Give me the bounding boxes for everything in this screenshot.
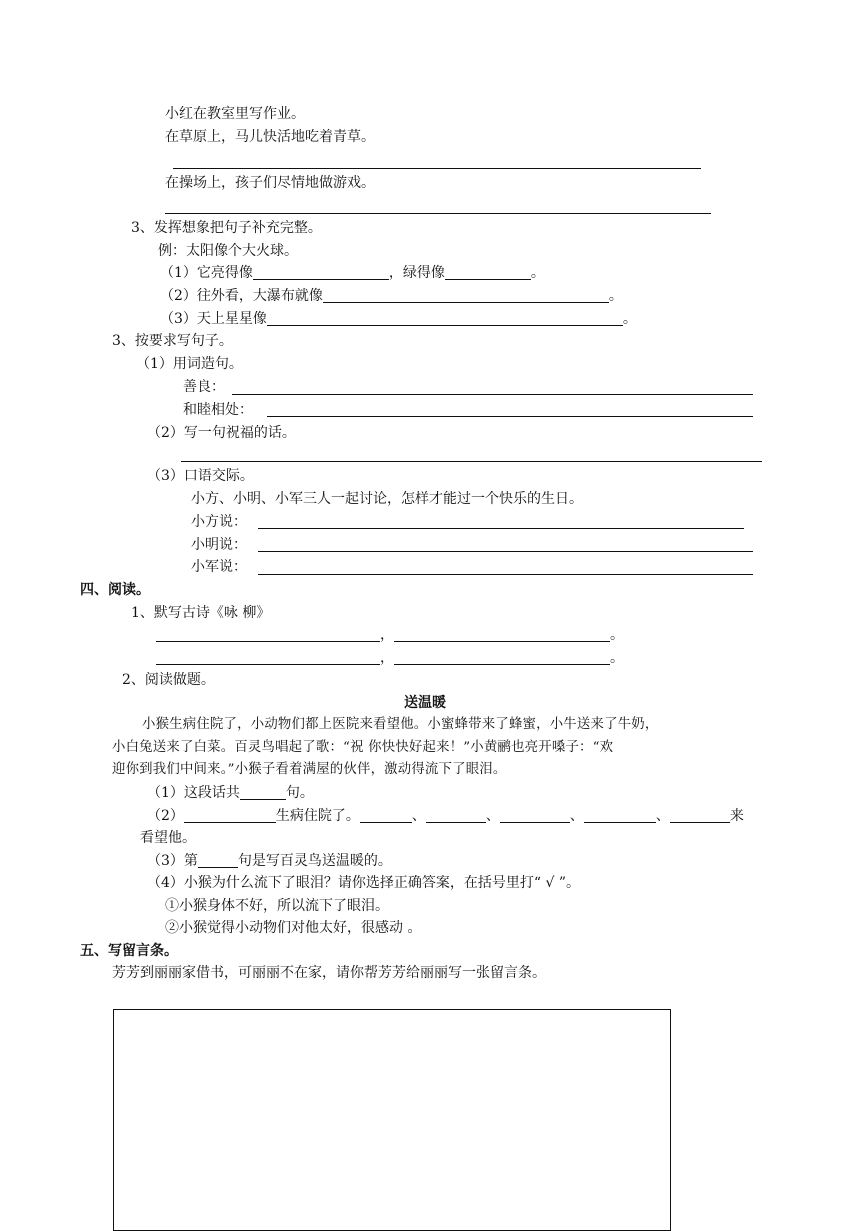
note-writing-box[interactable] <box>113 1009 671 1231</box>
question-text: 生病住院了。 <box>275 808 360 824</box>
passage-line: 小猴生病住院了，小动物们都上医院来看望他。小蜜蜂带来了蜂蜜，小牛送来了牛奶， <box>142 717 659 732</box>
blank[interactable] <box>156 650 380 665</box>
sub-question: （2）写一句祝福的话。 <box>147 425 296 441</box>
discussion-prompt: 小方、小明、小军三人一起讨论，怎样才能过一个快乐的生日。 <box>191 491 583 507</box>
question-text: 句。 <box>285 785 314 801</box>
question-text: （2） <box>147 808 184 824</box>
punctuation: 、 <box>655 808 670 824</box>
sentence-example: 小红在教室里写作业。 <box>165 106 305 122</box>
sub-question: （3）口语交际。 <box>147 468 254 484</box>
reading-question-4: （4）小猴为什么流下了眼泪？请你选择正确答案，在括号里打“ √ ”。 <box>147 875 581 891</box>
question-text: （3）第 <box>147 853 198 869</box>
reading-question-2 <box>147 806 744 826</box>
choice-option-1[interactable]: ①小猴身体不好，所以流下了眼泪。 <box>165 898 389 914</box>
question-text: 来 <box>729 808 744 824</box>
sentence-prompt-1: 在草原上，马儿快活地吃着青草。 <box>165 129 375 145</box>
word-label: 和睦相处： <box>183 402 253 418</box>
reading-question-2-cont: 看望他。 <box>140 830 196 846</box>
poem-line-2 <box>156 648 624 668</box>
fill-question-1 <box>160 263 545 283</box>
question-text: ，绿得像 <box>388 265 445 281</box>
answer-line[interactable] <box>267 416 753 417</box>
sub-question: （1）用词造句。 <box>136 356 243 372</box>
answer-line[interactable] <box>232 394 753 395</box>
blank[interactable] <box>360 808 412 823</box>
question-heading: 2、阅读做题。 <box>122 672 215 688</box>
question-heading: 1、默写古诗《咏 柳》 <box>131 605 271 621</box>
answer-line[interactable] <box>165 213 711 214</box>
poem-line-1 <box>156 625 624 645</box>
blank[interactable] <box>267 311 623 326</box>
speaker-label: 小方说： <box>191 514 247 530</box>
answer-line[interactable] <box>173 168 701 169</box>
word-label: 善良： <box>183 379 225 395</box>
speaker-label: 小军说： <box>191 559 247 575</box>
example-text: 例：太阳像个大火球。 <box>158 243 298 259</box>
passage-line: 小白兔送来了白菜。百灵鸟唱起了歌：“祝 你快快好起来！”小黄鹂也亮开嗓子：“欢 <box>112 740 614 755</box>
speaker-label: 小明说： <box>191 537 247 553</box>
question-heading: 3、发挥想象把句子补充完整。 <box>131 220 322 236</box>
punctuation: 、 <box>411 808 426 824</box>
section-title: 四、阅读。 <box>80 582 150 598</box>
punctuation: ， <box>380 627 394 643</box>
question-text: 。 <box>530 265 545 281</box>
punctuation: 。 <box>610 650 624 666</box>
reading-question-3 <box>147 851 392 871</box>
question-heading: 3、按要求写句子。 <box>112 333 233 349</box>
answer-line[interactable] <box>258 551 753 552</box>
fill-question-3 <box>160 309 637 329</box>
punctuation: ， <box>380 650 394 666</box>
blank[interactable] <box>240 785 286 800</box>
question-text: 。 <box>622 311 637 327</box>
reading-question-1 <box>147 783 314 803</box>
blank[interactable] <box>394 650 610 665</box>
choice-option-2[interactable]: ②小猴觉得小动物们对他太好，很感动 。 <box>165 920 422 936</box>
question-text: （3）天上星星像 <box>160 311 267 327</box>
punctuation: 、 <box>569 808 584 824</box>
answer-line[interactable] <box>258 528 744 529</box>
blank[interactable] <box>426 808 486 823</box>
passage-line: 迎你到我们中间来。”小猴子看着满屋的伙伴，激动得流下了眼泪。 <box>112 762 507 777</box>
blank[interactable] <box>253 265 389 280</box>
section-title: 五、写留言条。 <box>80 943 178 959</box>
question-text: 。 <box>608 288 623 304</box>
blank[interactable] <box>670 808 730 823</box>
blank[interactable] <box>198 853 238 868</box>
blank[interactable] <box>584 808 656 823</box>
blank[interactable] <box>323 288 609 303</box>
answer-line[interactable] <box>181 461 762 462</box>
answer-line[interactable] <box>258 574 753 575</box>
punctuation: 、 <box>485 808 500 824</box>
question-text: 句是写百灵鸟送温暖的。 <box>237 853 392 869</box>
fill-question-2 <box>160 286 623 306</box>
blank[interactable] <box>184 808 276 823</box>
article-title: 送温暖 <box>404 695 446 711</box>
blank[interactable] <box>156 627 380 642</box>
sentence-prompt-2: 在操场上，孩子们尽情地做游戏。 <box>165 175 375 191</box>
punctuation: 。 <box>610 627 624 643</box>
question-text: （2）往外看，大瀑布就像 <box>160 288 323 304</box>
writing-prompt: 芳芳到丽丽家借书，可丽丽不在家，请你帮芳芳给丽丽写一张留言条。 <box>112 965 546 981</box>
blank[interactable] <box>445 265 531 280</box>
blank[interactable] <box>394 627 610 642</box>
question-text: （1）这段话共 <box>147 785 240 801</box>
question-text: （1）它亮得像 <box>160 265 253 281</box>
blank[interactable] <box>500 808 570 823</box>
